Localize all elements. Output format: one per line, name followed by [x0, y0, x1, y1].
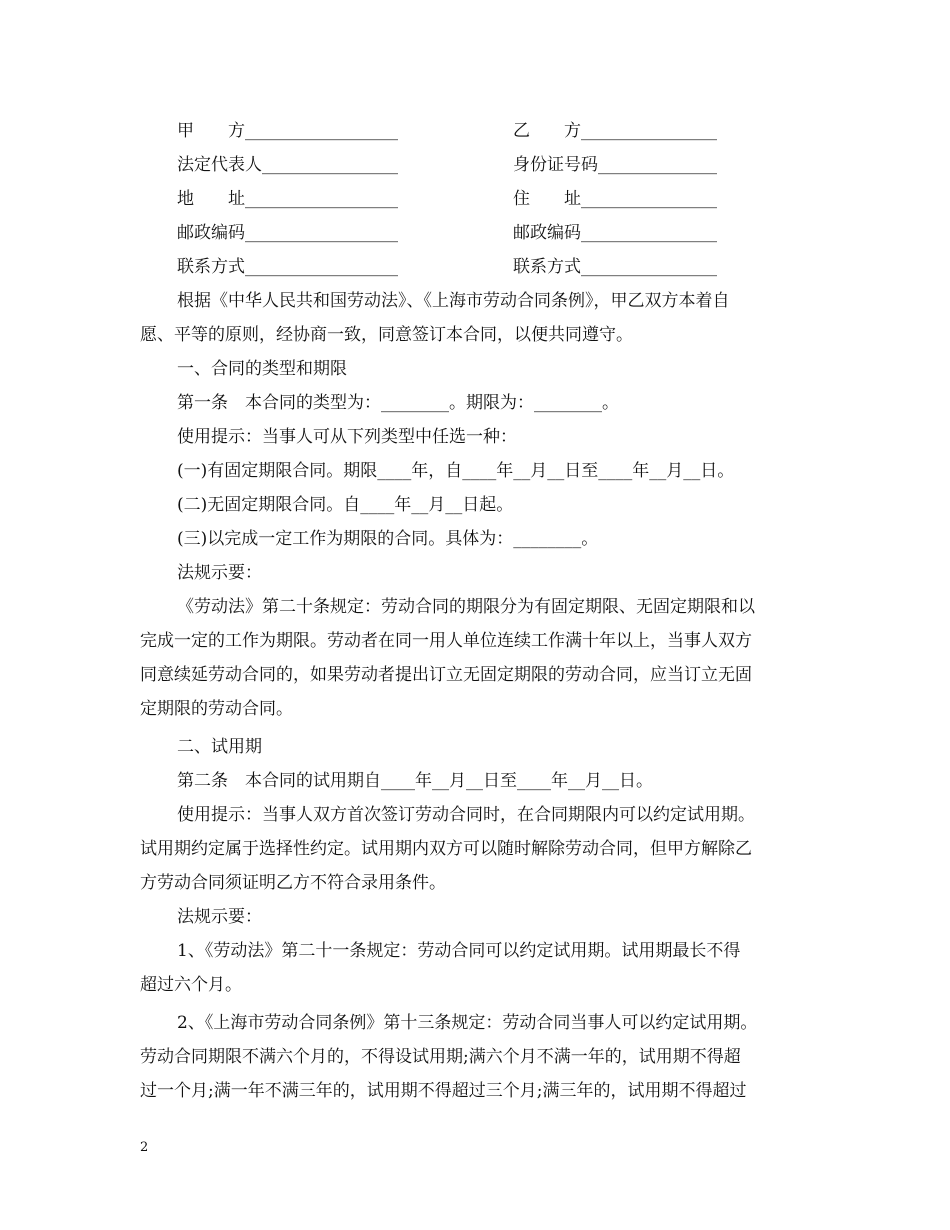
- regulation-1-line-4: 定期限的劳动合同。: [140, 699, 293, 719]
- regulation-2-1-line-2: 超过六个月。: [140, 975, 242, 995]
- section-heading-1: 一、合同的类型和期限: [177, 359, 347, 379]
- party-a-address-field: 地 址__________________: [177, 189, 398, 209]
- regulation-1-line-3: 同意续延劳动合同的，如果劳动者提出订立无固定期限的劳动合同，应当订立无固: [140, 665, 752, 685]
- regulation-2-2-line-1: 2、《上海市劳动合同条例》第十三条规定：劳动合同当事人可以约定试用期。: [177, 1013, 758, 1033]
- legal-representative-field: 法定代表人________________: [177, 155, 398, 175]
- regulation-heading-1: 法规示要：: [177, 563, 262, 583]
- id-number-field: 身份证号码______________: [513, 155, 717, 175]
- option-open-ended: (二)无固定期限合同。自____年__月__日起。: [177, 495, 514, 515]
- preamble-line-2: 愿、平等的原则，经协商一致，同意签订本合同，以便共同遵守。: [140, 325, 633, 345]
- usage-tip-2-line-1: 使用提示：当事人双方首次签订劳动合同时，在合同期限内可以约定试用期。: [177, 805, 755, 825]
- article-1: 第一条 本合同的类型为：________。期限为：________。: [177, 393, 619, 413]
- regulation-2-2-line-2: 劳动合同期限不满六个月的，不得设试用期;满六个月不满一年的，试用期不得超: [140, 1047, 741, 1067]
- article-2: 第二条 本合同的试用期自____年__月__日至____年__月__日。: [177, 771, 653, 791]
- party-b-name-field: 乙 方________________: [513, 121, 717, 141]
- usage-tip-2-line-2: 试用期约定属于选择性约定。试用期内双方可以随时解除劳动合同，但甲方解除乙: [140, 839, 752, 859]
- regulation-2-1-line-1: 1、《劳动法》第二十一条规定：劳动合同可以约定试用期。试用期最长不得: [177, 941, 741, 961]
- section-heading-2: 二、试用期: [177, 737, 262, 757]
- party-a-contact-field: 联系方式__________________: [177, 257, 398, 277]
- usage-tip-1: 使用提示：当事人可从下列类型中任选一种：: [177, 427, 517, 447]
- option-task-based: (三)以完成一定工作为期限的合同。具体为：________。: [177, 529, 599, 549]
- party-b-contact-field: 联系方式________________: [513, 257, 717, 277]
- page-number: 2: [140, 1140, 149, 1155]
- option-fixed-term: (一)有固定期限合同。期限____年，自____年__月__日至____年__月__日。: [177, 461, 735, 481]
- regulation-2-2-line-3: 过一个月;满一年不满三年的，试用期不得超过三个月;满三年的，试用期不得超过: [140, 1081, 747, 1101]
- preamble-line-1: 根据《中华人民共和国劳动法》、《上海市劳动合同条例》，甲乙双方本着自: [177, 291, 730, 311]
- regulation-heading-2: 法规示要：: [177, 907, 262, 927]
- regulation-1-line-1: 《劳动法》第二十条规定：劳动合同的期限分为有固定期限、无固定期限和以: [177, 597, 755, 617]
- party-a-name-field: 甲 方__________________: [177, 121, 398, 141]
- regulation-1-line-2: 完成一定的工作为期限。劳动者在同一用人单位连续工作满十年以上，当事人双方: [140, 631, 752, 651]
- party-a-postal-code-field: 邮政编码__________________: [177, 223, 398, 243]
- party-b-postal-code-field: 邮政编码________________: [513, 223, 717, 243]
- usage-tip-2-line-3: 方劳动合同须证明乙方不符合录用条件。: [140, 873, 446, 893]
- party-b-residence-field: 住 址________________: [513, 189, 717, 209]
